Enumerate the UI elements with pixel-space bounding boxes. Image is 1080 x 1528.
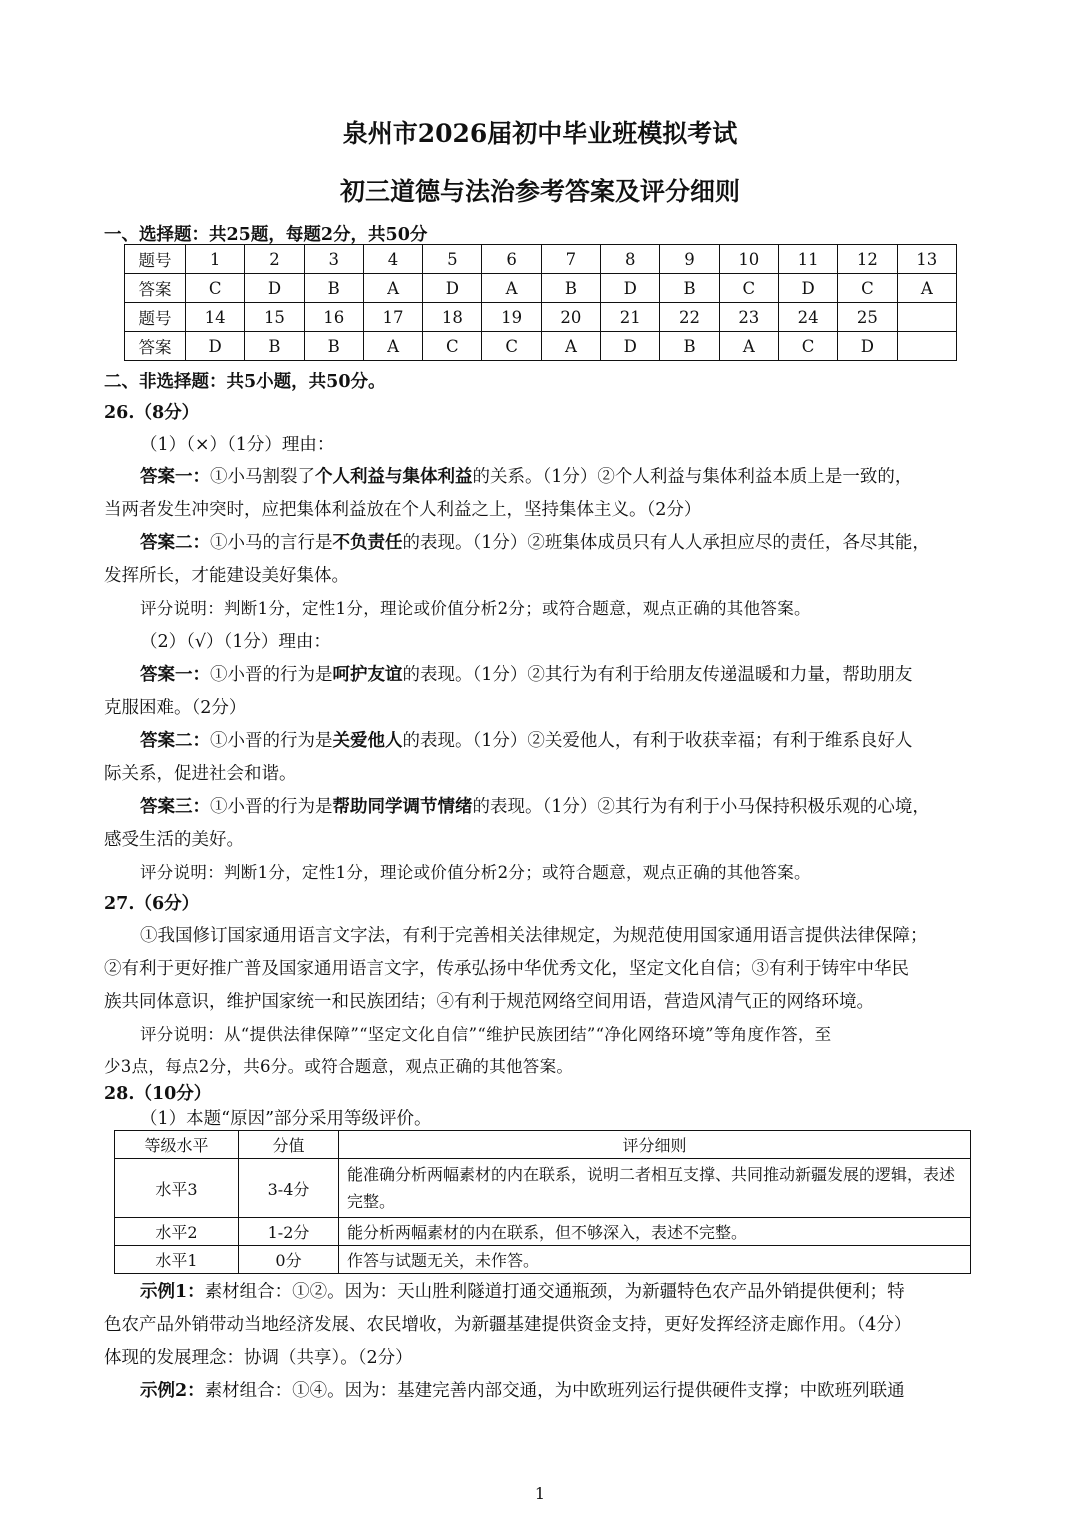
q27-answer-line2: ②有利于更好推广普及国家通用语言文字，传承弘扬中华优秀文化，坚定文化自信；③有利于铸牢中华民 <box>104 959 909 979</box>
detail-cell: 能分析两幅素材的内在联系，但不够深入，表述不完整。 <box>339 1218 971 1246</box>
answer-keyword: 关爱他人 <box>332 731 403 751</box>
answer-cell: C <box>838 274 897 303</box>
answer-keyword: 呵护友谊 <box>332 665 403 685</box>
answer-text: 的关系。（1分）②个人利益与集体利益本质上是一致的， <box>472 467 913 487</box>
question-number: 20 <box>541 303 600 332</box>
question-number: 1 <box>186 245 245 274</box>
answer-text: ①小晋的行为是 <box>210 797 333 817</box>
q27-scoring-note-line1: 评分说明：从“提供法律保障”“坚定文化自信”“维护民族团结”“净化网络环境”等角度作答，至 <box>140 1025 832 1044</box>
answer-label: 答案三： <box>140 797 210 817</box>
answer-text: 的表现。（1分）②其行为有利于小马保持积极乐观的心境， <box>472 797 930 817</box>
question-number: 11 <box>778 245 837 274</box>
answer-cell: D <box>423 274 482 303</box>
row-label: 题号 <box>125 245 186 274</box>
question-number: 6 <box>482 245 541 274</box>
answer-cell <box>897 332 956 361</box>
answer-cell: D <box>601 332 660 361</box>
q26-answer-1-line2: 当两者发生冲突时，应把集体利益放在个人利益之上，坚持集体主义。（2分） <box>104 500 702 520</box>
answer-cell: B <box>304 274 363 303</box>
detail-cell: 作答与试题无关，未作答。 <box>339 1246 971 1274</box>
q26-part2-answer-1 <box>140 661 912 686</box>
answer-cell: A <box>482 274 541 303</box>
answer-label: 答案二： <box>140 731 210 751</box>
answer-cell: C <box>719 274 778 303</box>
answer-cell: A <box>363 274 422 303</box>
answer-cell: B <box>245 332 304 361</box>
answer-cell: C <box>778 332 837 361</box>
answer-text: 的表现。（1分）②关爱他人，有利于收获幸福；有利于维系良好人 <box>402 731 913 751</box>
answer-cell: A <box>897 274 956 303</box>
answer-keyword: 不负责任 <box>332 533 403 553</box>
q26-answer-2-line2: 发挥所长，才能建设美好集体。 <box>104 566 349 586</box>
row-label: 题号 <box>125 303 186 332</box>
answer-cell: D <box>601 274 660 303</box>
q26-part2: （2）（√）（1分）理由： <box>140 632 331 652</box>
column-header: 分值 <box>239 1131 339 1159</box>
table-row <box>125 332 957 361</box>
question-number: 5 <box>423 245 482 274</box>
answer-label: 答案一： <box>140 467 210 487</box>
row-label: 答案 <box>125 332 186 361</box>
question-number: 23 <box>719 303 778 332</box>
answer-cell: C <box>482 332 541 361</box>
question-number: 17 <box>363 303 422 332</box>
question-number: 25 <box>838 303 897 332</box>
table-row <box>115 1246 971 1274</box>
q27-scoring-note-line2: 少3点，每点2分，共6分。或符合题意，观点正确的其他答案。 <box>104 1057 574 1076</box>
question-number: 24 <box>778 303 837 332</box>
question-number: 7 <box>541 245 600 274</box>
level-cell: 水平1 <box>115 1246 239 1274</box>
answer-cell: B <box>304 332 363 361</box>
answer-cell: C <box>186 274 245 303</box>
answer-keyword: 帮助同学调节情绪 <box>332 797 473 817</box>
q26-part2-answer-3-line2: 感受生活的美好。 <box>104 830 244 850</box>
q28-example-1-line2: 色农产品外销带动当地经济发展、农民增收，为新疆基建提供资金支持，更好发挥经济走廊作用。（4分） <box>104 1315 912 1335</box>
level-cell: 水平2 <box>115 1218 239 1246</box>
table-row <box>125 303 957 332</box>
answer-keyword: 个人利益与集体利益 <box>315 467 473 487</box>
q27-answer-line3: 族共同体意识，维护国家统一和民族团结；④有利于规范网络空间用语，营造风清气正的网络环境。 <box>104 992 874 1012</box>
q26-scoring-note-1: 评分说明：判断1分，定性1分，理论或价值分析2分；或符合题意，观点正确的其他答案。 <box>140 599 811 618</box>
answer-label: 答案一： <box>140 665 210 685</box>
example-text: 素材组合：①②。因为：天山胜利隧道打通交通瓶颈，为新疆特色农产品外销提供便利；特 <box>204 1282 905 1302</box>
q27-answer-line1: ①我国修订国家通用语言文字法，有利于完善相关法律规定，为规范使用国家通用语言提供法律保障； <box>140 926 928 946</box>
page-number: 1 <box>534 1484 546 1503</box>
answer-cell: A <box>719 332 778 361</box>
table-row <box>115 1131 971 1159</box>
multiple-choice-answer-table <box>124 244 957 361</box>
answer-text: ①小晋的行为是 <box>210 731 333 751</box>
q26-part2-answer-3 <box>140 793 930 818</box>
answer-text: 的表现。（1分）②班集体成员只有人人承担应尽的责任，各尽其能， <box>402 533 930 553</box>
question-number: 15 <box>245 303 304 332</box>
answer-cell: A <box>363 332 422 361</box>
question-number: 14 <box>186 303 245 332</box>
question-28-heading: 28.（10分） <box>104 1084 212 1104</box>
question-number: 19 <box>482 303 541 332</box>
table-row <box>125 245 957 274</box>
q28-example-1 <box>140 1278 905 1303</box>
question-number: 22 <box>660 303 719 332</box>
question-number: 18 <box>423 303 482 332</box>
answer-cell: A <box>541 332 600 361</box>
question-number: 12 <box>838 245 897 274</box>
answer-cell: D <box>778 274 837 303</box>
column-header: 等级水平 <box>115 1131 239 1159</box>
q28-example-2 <box>140 1377 905 1402</box>
row-label: 答案 <box>125 274 186 303</box>
section-1-heading: 一、选择题：共25题，每题2分，共50分 <box>104 225 428 245</box>
question-number: 21 <box>601 303 660 332</box>
question-number: 13 <box>897 245 956 274</box>
example-label: 示例2： <box>140 1381 205 1401</box>
example-label: 示例1： <box>140 1282 205 1302</box>
answer-cell: B <box>660 332 719 361</box>
q28-part1: （1）本题“原因”部分采用等级评价。 <box>140 1109 432 1129</box>
question-number: 10 <box>719 245 778 274</box>
score-cell: 0分 <box>239 1246 339 1274</box>
answer-cell: D <box>838 332 897 361</box>
answer-text: 的表现。（1分）②其行为有利于给朋友传递温暖和力量，帮助朋友 <box>402 665 913 685</box>
answer-label: 答案二： <box>140 533 210 553</box>
detail-cell: 能准确分析两幅素材的内在联系，说明二者相互支撑、共同推动新疆发展的逻辑，表述完整。 <box>339 1159 971 1218</box>
answer-cell: B <box>660 274 719 303</box>
table-row <box>115 1159 971 1218</box>
q26-answer-2 <box>140 529 930 554</box>
grading-level-table <box>114 1130 971 1274</box>
question-number: 8 <box>601 245 660 274</box>
question-number: 4 <box>363 245 422 274</box>
exam-title: 泉州市2026届初中毕业班模拟考试 <box>342 119 738 148</box>
q28-example-1-line3: 体现的发展理念：协调（共享）。（2分） <box>104 1348 413 1368</box>
answer-text: ①小晋的行为是 <box>210 665 333 685</box>
question-number: 2 <box>245 245 304 274</box>
question-number: 3 <box>304 245 363 274</box>
q26-part2-answer-1-line2: 克服困难。（2分） <box>104 698 247 718</box>
q26-answer-1 <box>140 463 912 488</box>
table-row <box>115 1218 971 1246</box>
answer-key-title: 初三道德与法治参考答案及评分细则 <box>339 177 740 206</box>
q26-part2-answer-2-line2: 际关系，促进社会和谐。 <box>104 764 297 784</box>
table-row <box>125 274 957 303</box>
question-number: 9 <box>660 245 719 274</box>
example-text: 素材组合：①④。因为：基建完善内部交通，为中欧班列运行提供硬件支撑；中欧班列联通 <box>204 1381 905 1401</box>
answer-cell: D <box>245 274 304 303</box>
level-cell: 水平3 <box>115 1159 239 1218</box>
answer-cell: D <box>186 332 245 361</box>
answer-cell: B <box>541 274 600 303</box>
section-2-heading: 二、非选择题：共5小题，共50分。 <box>104 372 386 392</box>
column-header: 评分细则 <box>339 1131 971 1159</box>
q26-part2-answer-2 <box>140 727 912 752</box>
question-27-heading: 27.（6分） <box>104 894 200 914</box>
answer-text: ①小马的言行是 <box>210 533 333 553</box>
answer-text: ①小马割裂了 <box>210 467 315 487</box>
score-cell: 3-4分 <box>239 1159 339 1218</box>
q26-part1: （1）（×）（1分）理由： <box>140 435 335 455</box>
question-number <box>897 303 956 332</box>
answer-cell: C <box>423 332 482 361</box>
q26-scoring-note-2: 评分说明：判断1分，定性1分，理论或价值分析2分；或符合题意，观点正确的其他答案。 <box>140 863 811 882</box>
question-26-heading: 26.（8分） <box>104 403 200 423</box>
score-cell: 1-2分 <box>239 1218 339 1246</box>
question-number: 16 <box>304 303 363 332</box>
